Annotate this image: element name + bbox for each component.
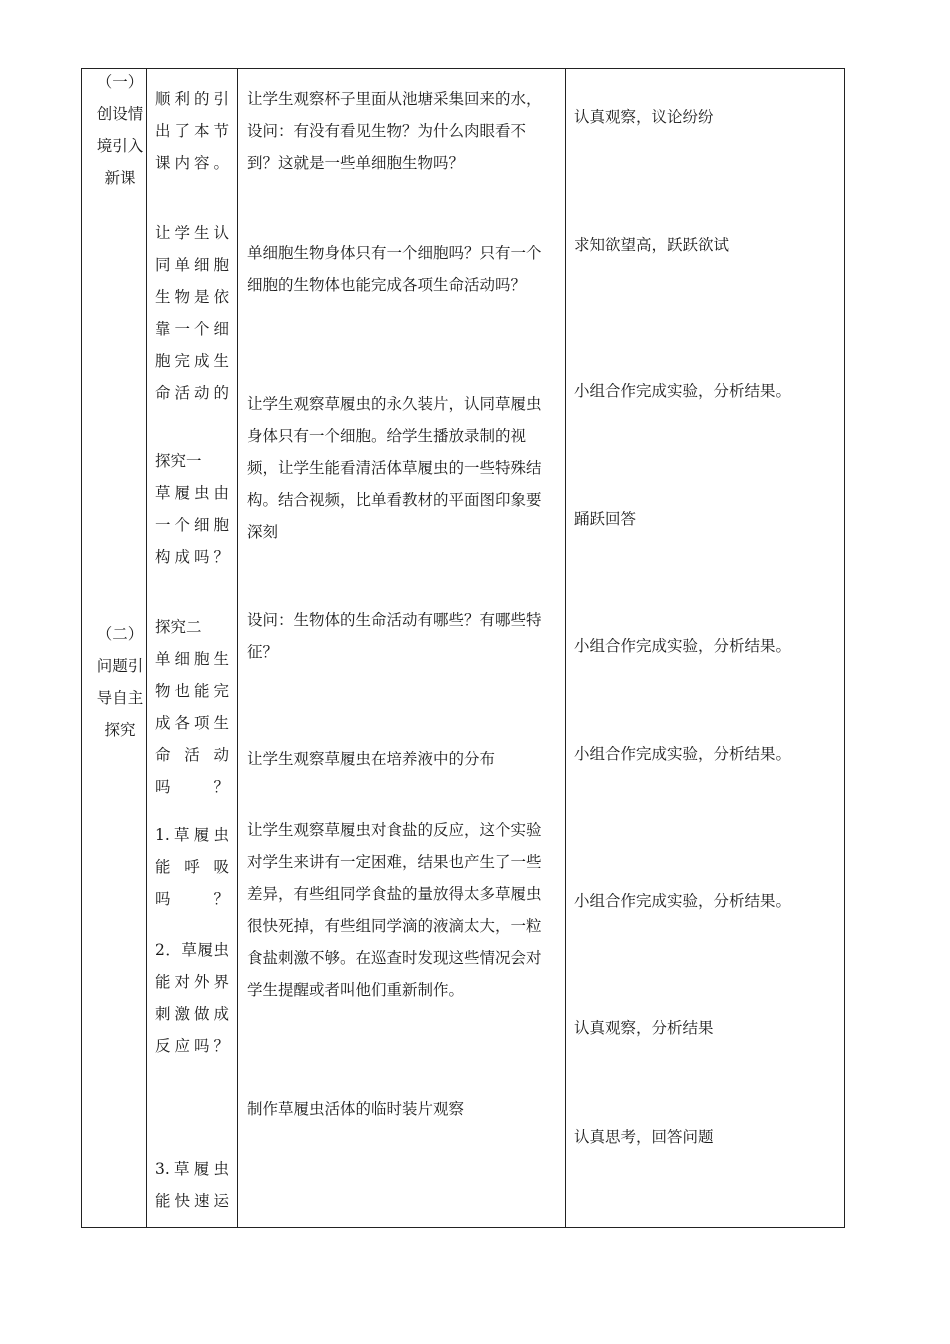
student-activity-cell — [574, 1121, 834, 1153]
purpose-cell — [155, 477, 229, 573]
teacher-activity-cell — [247, 743, 551, 775]
purpose-text: 探究一 — [155, 452, 202, 470]
teacher-activity-cell — [247, 814, 551, 1006]
student-activity-text: 踊跃回答 — [574, 510, 637, 528]
purpose-cell — [155, 217, 229, 409]
purpose-text: 草履虫由一个细胞构成吗？ — [155, 484, 229, 566]
stage-2-label: （二）问题引导自主探究 — [96, 625, 144, 739]
purpose-text: 探究二 — [155, 618, 202, 636]
teacher-activity-cell — [247, 1093, 551, 1125]
student-activity-text: 小组合作完成实验，分析结果。 — [574, 745, 792, 763]
student-activity-text: 认真思考，回答问题 — [574, 1128, 714, 1146]
student-activity-cell — [574, 101, 834, 133]
teacher-activity-cell — [247, 604, 551, 668]
student-activity-cell — [574, 229, 834, 261]
teacher-activity-text: 让学生观察草履虫的永久装片，认同草履虫身体只有一个细胞。给学生播放录制的视频，让学生能看清活体草履虫的一些特殊结构。结合视频，比单看教材的平面图印象要深刻 — [247, 395, 542, 541]
student-activity-text: 求知欲望高，跃跃欲试 — [574, 236, 730, 254]
purpose-cell — [155, 83, 229, 179]
student-activity-text: 小组合作完成实验，分析结果。 — [574, 637, 792, 655]
stage-1-label: （一）创设情境引入新课 — [96, 73, 144, 187]
teacher-activity-text: 让学生观察草履虫对食盐的反应，这个实验对学生来讲有一定困难，结果也产生了一些差异，有些组同学食盐的量放得太多草履虫很快死掉，有些组同学滴的液滴太大，一粒食盐刺激不够。在巡查时发现这些情况会对学生提醒或者叫他们重新制作。 — [247, 821, 542, 999]
student-activity-text: 小组合作完成实验，分析结果。 — [574, 892, 792, 910]
student-activity-cell — [574, 738, 834, 770]
student-activity-cell — [574, 630, 834, 662]
student-activity-text: 小组合作完成实验，分析结果。 — [574, 382, 792, 400]
student-activity-text: 认真观察，分析结果 — [574, 1019, 714, 1037]
teacher-activity-text: 制作草履虫活体的临时装片观察 — [247, 1100, 465, 1118]
purpose-text: 3.草履虫能快速运 — [155, 1160, 229, 1210]
student-activity-text: 认真观察，议论纷纷 — [574, 108, 714, 126]
teacher-activity-text: 设问：生物体的生命活动有哪些？有哪些特征？ — [247, 611, 542, 661]
purpose-text: 单细胞生物也能完成各项生命活动吗？ — [155, 650, 229, 796]
student-activity-cell — [574, 1012, 834, 1044]
teacher-activity-text: 让学生观察草履虫在培养液中的分布 — [247, 750, 496, 768]
purpose-text: 顺利的引出了本节课内容。 — [155, 90, 229, 172]
column-divider — [565, 69, 566, 1227]
column-divider — [237, 69, 238, 1227]
stage-1-cell — [94, 66, 146, 194]
teacher-activity-cell — [247, 237, 551, 301]
purpose-cell — [155, 611, 229, 643]
purpose-cell — [155, 934, 229, 1062]
purpose-cell — [155, 819, 229, 915]
teacher-activity-cell — [247, 388, 551, 548]
purpose-cell — [155, 1153, 229, 1217]
teacher-activity-cell — [247, 83, 551, 179]
stage-2-cell — [94, 618, 146, 746]
purpose-text: 1.草履虫能呼吸吗？ — [155, 826, 229, 908]
student-activity-cell — [574, 503, 834, 535]
teacher-activity-text: 让学生观察杯子里面从池塘采集回来的水，设问：有没有看见生物？为什么肉眼看不到？这就是一些单细胞生物吗？ — [247, 90, 542, 172]
teacher-activity-text: 单细胞生物身体只有一个细胞吗？只有一个细胞的生物体也能完成各项生命活动吗？ — [247, 244, 542, 294]
student-activity-cell — [574, 375, 834, 407]
student-activity-cell — [574, 885, 834, 917]
purpose-text: 2．草履虫能对外界刺激做成反应吗？ — [155, 941, 229, 1055]
purpose-cell — [155, 643, 229, 803]
purpose-text: 让学生认同单细胞生物是依靠一个细胞完成生命活动的 — [155, 224, 229, 402]
column-divider — [146, 69, 147, 1227]
purpose-cell — [155, 445, 229, 477]
